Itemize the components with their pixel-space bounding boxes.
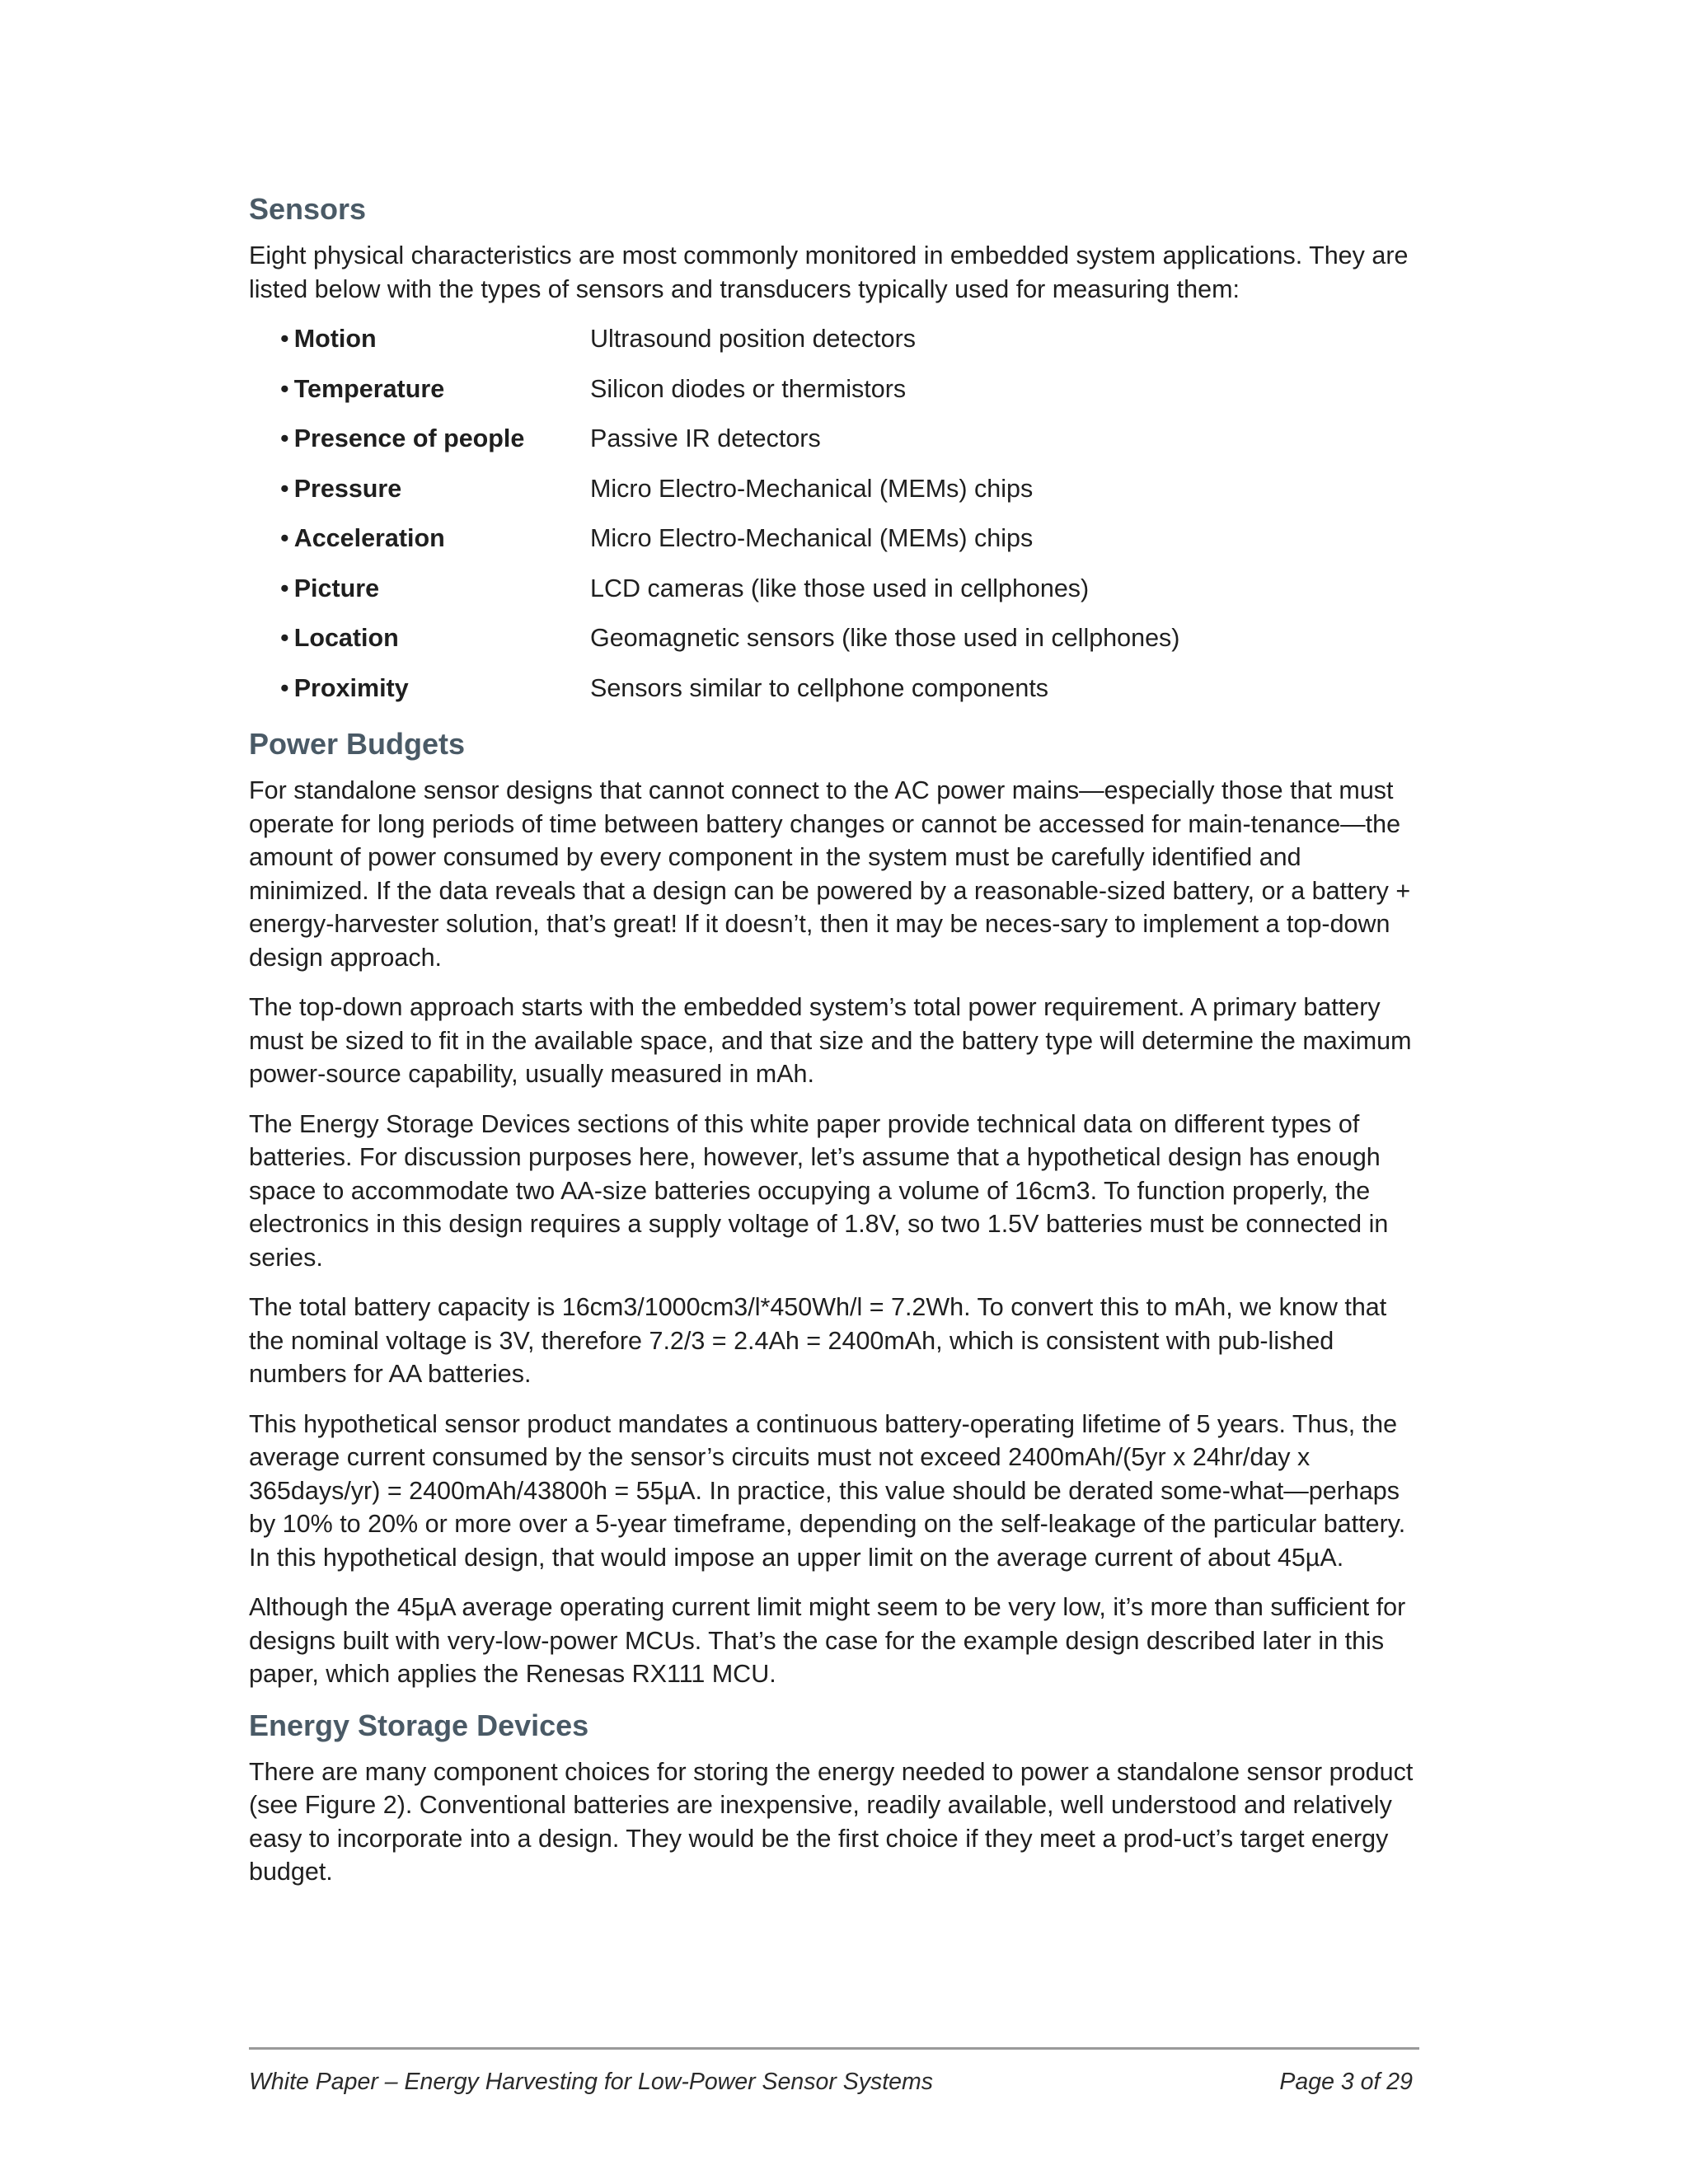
sensor-name: Picture (293, 574, 380, 602)
bullet-icon: • (280, 325, 289, 353)
list-item (280, 322, 1419, 373)
paragraph: For standalone sensor designs that cannot connect to the AC power mains—especially those that must operate for long periods of time between battery changes or cannot be accessed for main-tenance—the amount of power consumed by every component in the system must be carefully identified and minimized. If the data reveals that a design can be powered by a reasonable-sized battery, or a battery + energy-harvester solution, that’s great! If it doesn’t, then it may be neces-sary to implement a top-down design approach. (249, 776, 1411, 972)
sensor-list (249, 322, 1419, 721)
page-content (249, 191, 1419, 1905)
section-heading: Sensors (249, 192, 367, 226)
sensor-name: Motion (293, 325, 377, 353)
list-item (280, 472, 1419, 523)
bullet-icon: • (280, 574, 289, 602)
sensor-desc: Micro Electro-Mechanical (MEMs) chips (590, 474, 1034, 503)
sensor-desc: Micro Electro-Mechanical (MEMs) chips (590, 524, 1034, 552)
sensor-name: Pressure (293, 474, 402, 503)
sensor-desc: Ultrasound position detectors (590, 325, 917, 353)
sensor-name: Location (293, 624, 399, 652)
paragraph: Eight physical characteristics are most commonly monitored in embedded system applications. They are listed below with the types of sensors and transducers typically used for measuring them: (249, 241, 1409, 303)
paragraph: This hypothetical sensor product mandates a continuous battery-operating lifetime of 5 years. Thus, the average current consumed by the sensor’s circuits must not exceed 2400mAh/(5yr x 24hr/day x 365days/yr) = 2400mAh/43800h = 55µA. In practice, this value should be derated some-what—perhaps by 10% to 20% or more over a 5-year timeframe, depending on the self-leakage of the particular battery. In this hypothetical design, that would impose an upper limit on the average current of about 45µA. (249, 1409, 1406, 1572)
bullet-icon: • (280, 374, 289, 403)
sensor-desc: Passive IR detectors (590, 424, 821, 452)
footer-divider (249, 2047, 1419, 2050)
list-item (280, 422, 1419, 472)
sensor-name: Presence of people (293, 424, 525, 452)
sensor-desc: Geomagnetic sensors (like those used in cellphones) (590, 624, 1180, 652)
page-number: Page 3 of 29 (1279, 2069, 1413, 2095)
list-item (280, 672, 1419, 722)
section-sensors (249, 191, 1419, 721)
bullet-icon: • (280, 524, 289, 552)
paragraph: The top-down approach starts with the embedded system’s total power requirement. A primary battery must be sized to fit in the available space, and that size and the battery type will determine the maximum power-source capability, usually measured in mAh. (249, 993, 1412, 1088)
list-item (280, 373, 1419, 423)
section-power-budgets (249, 726, 1419, 1691)
sensor-name: Temperature (293, 374, 445, 403)
bullet-icon: • (280, 673, 289, 702)
section-heading: Power Budgets (249, 727, 466, 761)
sensor-desc: LCD cameras (like those used in cellphones) (590, 574, 1090, 602)
sensor-desc: Silicon diodes or thermistors (590, 374, 907, 403)
list-item (280, 621, 1419, 672)
bullet-icon: • (280, 624, 289, 652)
paragraph: There are many component choices for storing the energy needed to power a standalone sensor product (see Figure 2). Conventional batteries are inexpensive, readily available, well understood and relatively easy to incorporate into a design. They would be the first choice if they meet a prod-uct’s target energy budget. (249, 1757, 1414, 1886)
section-energy-storage-devices (249, 1708, 1419, 1889)
bullet-icon: • (280, 474, 289, 503)
paragraph: Although the 45µA average operating current limit might seem to be very low, it’s more than sufficient for designs built with very-low-power MCUs. That’s the case for the example design described later in this paper, which applies the Renesas RX111 MCU. (249, 1593, 1406, 1688)
section-heading: Energy Storage Devices (249, 1708, 589, 1742)
list-item (280, 572, 1419, 622)
list-item (280, 522, 1419, 572)
paragraph: The Energy Storage Devices sections of this white paper provide technical data on different types of batteries. For discussion purposes here, however, let’s assume that a hypothetical design has enough space to accommodate two AA-size batteries occupying a volume of 16cm3. To function properly, the electronics in this design requires a supply voltage of 1.8V, so two 1.5V batteries must be connected in series. (249, 1109, 1389, 1272)
footer-title: White Paper – Energy Harvesting for Low-Power Sensor Systems (249, 2069, 934, 2095)
sensor-name: Acceleration (293, 524, 445, 552)
page-footer (249, 2067, 1413, 2097)
paragraph: The total battery capacity is 16cm3/1000cm3/l*450Wh/l = 7.2Wh. To convert this to mAh, we know that the nominal voltage is 3V, therefore 7.2/3 = 2.4Ah = 2400mAh, which is consistent with pub-lished numbers for AA batteries. (249, 1293, 1387, 1388)
bullet-icon: • (280, 424, 289, 452)
sensor-desc: Sensors similar to cellphone components (590, 673, 1049, 702)
sensor-name: Proximity (293, 673, 409, 702)
